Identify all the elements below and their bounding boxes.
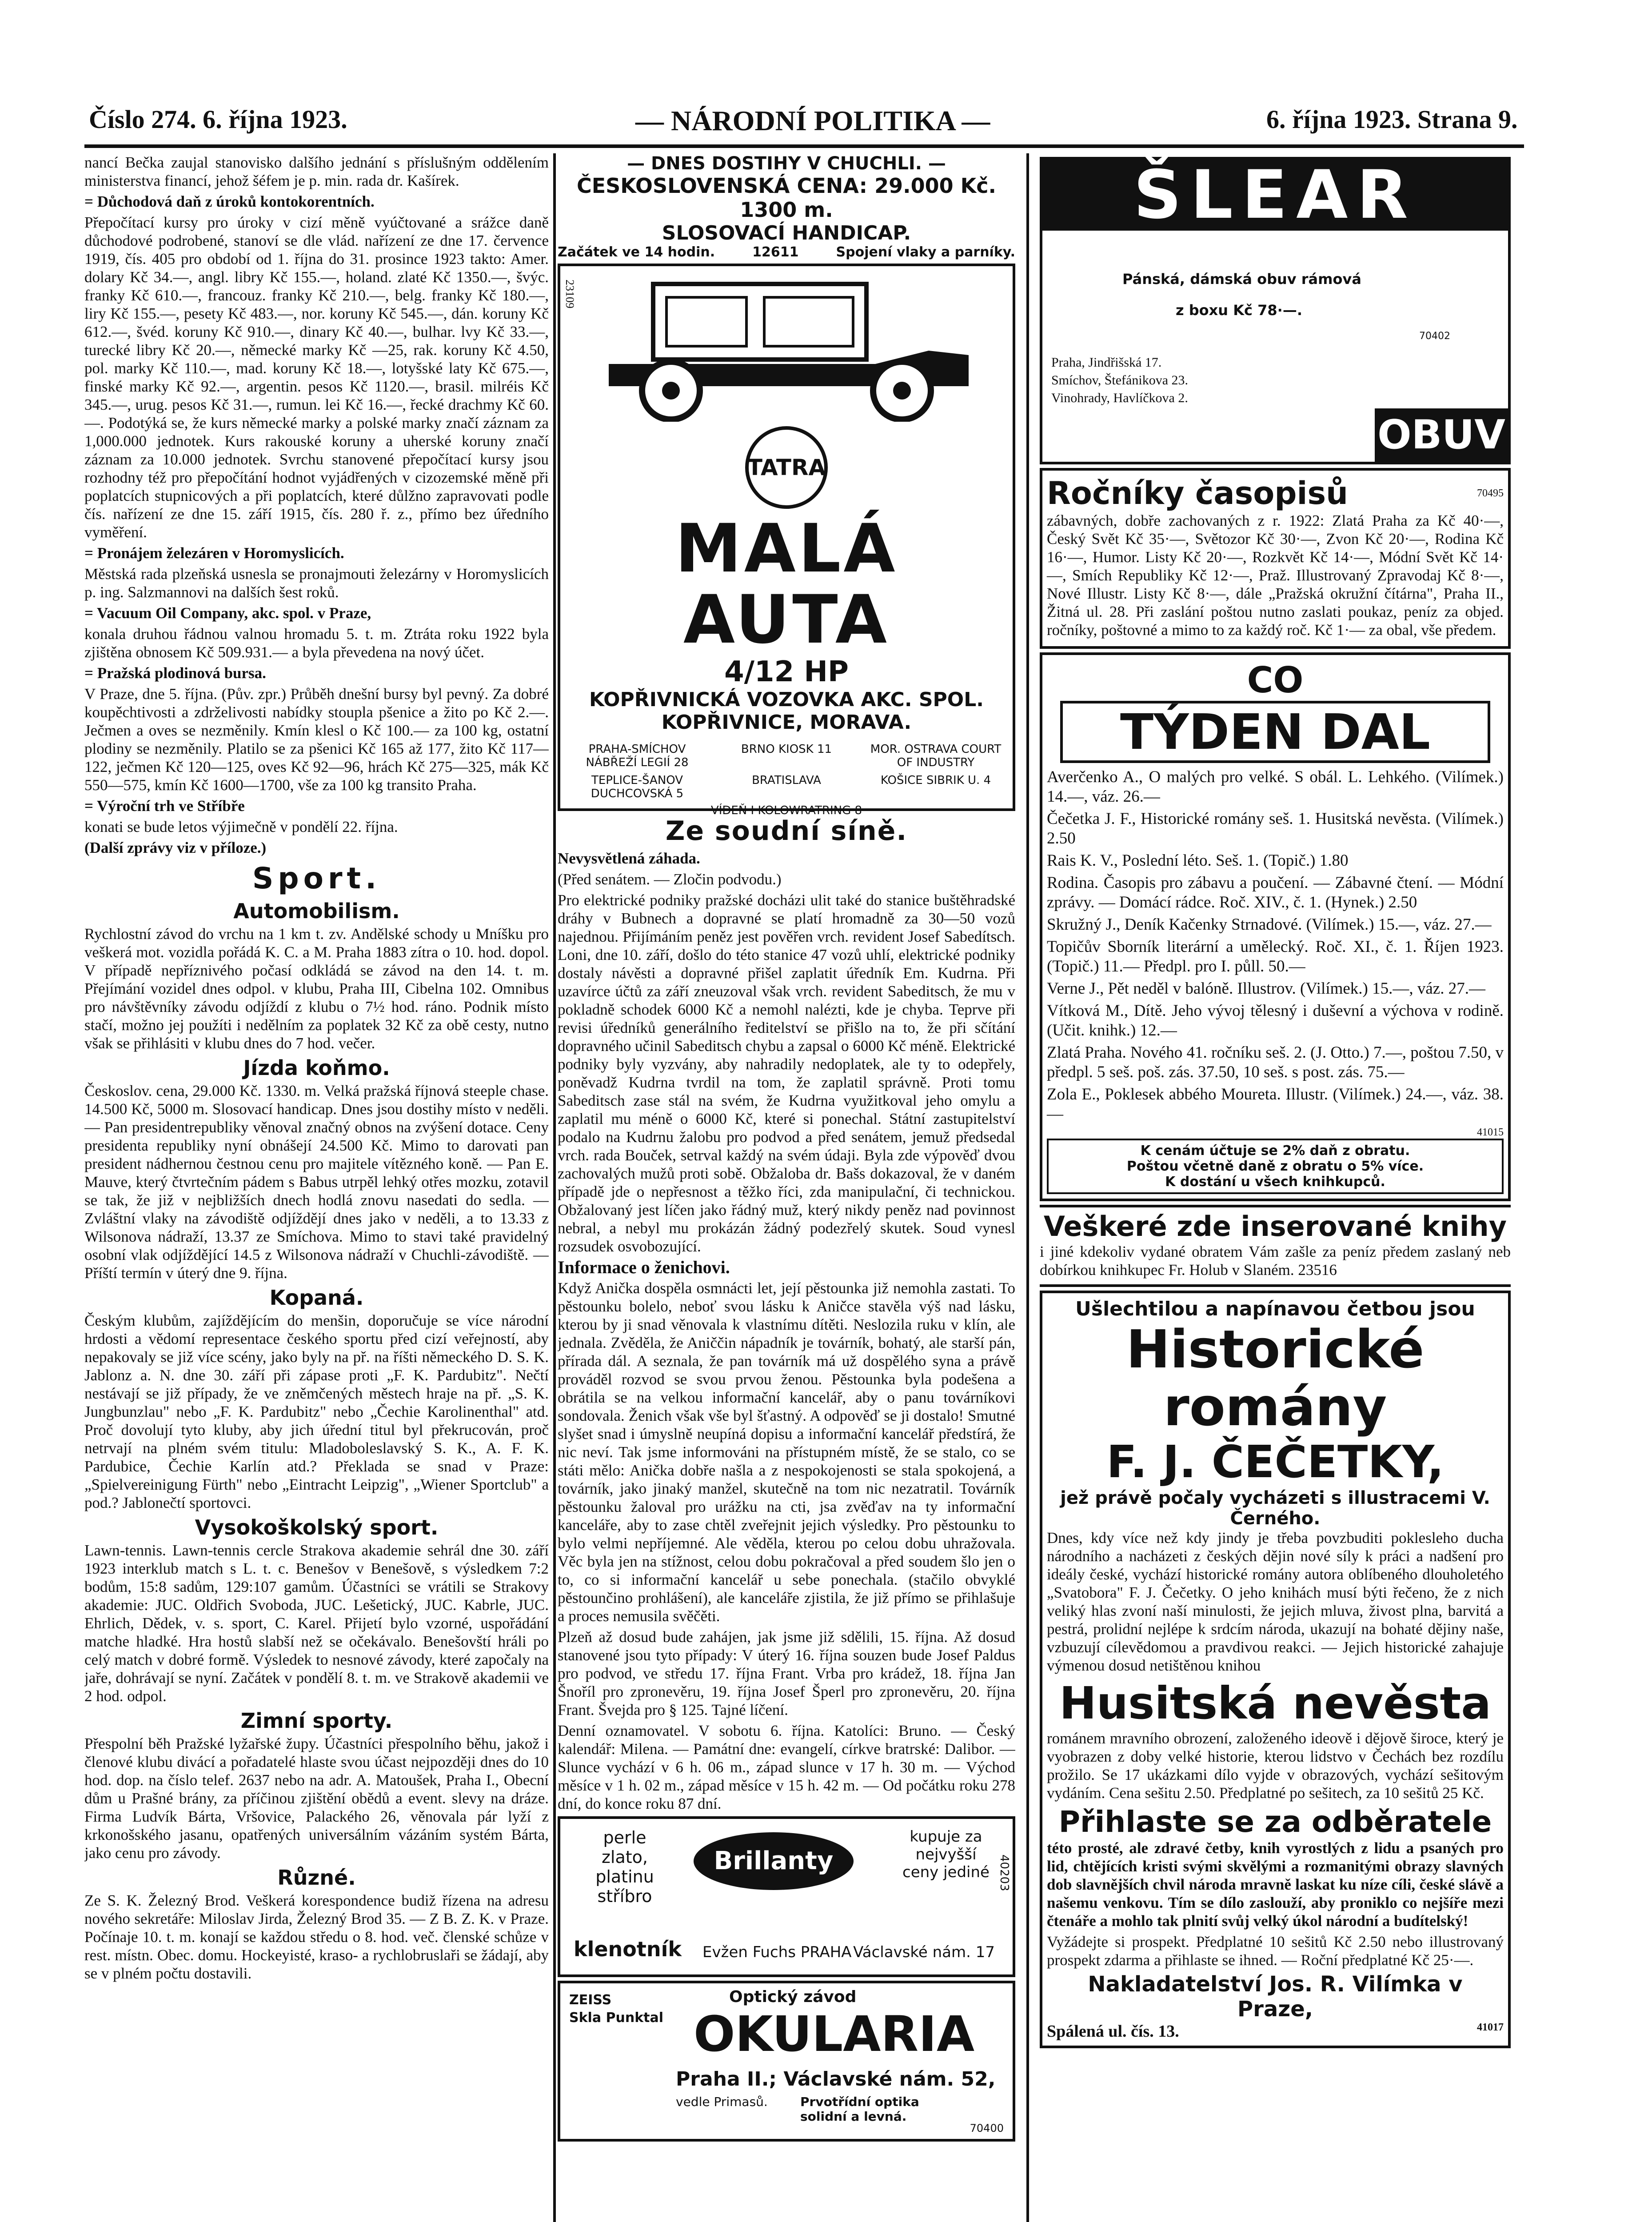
week-title: TÝDEN DAL <box>1060 701 1490 763</box>
article-text: Přespolní běh Pražské lyžařské župy. Účastníci přespolního běhu, jakož i členové klubu divácí a pořadatelé hlaste svou účast nejpozději dnes do 10 hod. dop. na číslo telef. 2637 nebo na adr. A. Matoušek, Praha I., Obecní dům u Prašné brány, za příčinou zjištění obědů a event. slevy na dráze. Firma Ludvík Bárta, Vršovice, Palackého 26, věnovala pár lyží z krkonošského jasanu, opatřených universálním vázáním systém Bárta, jako cenu pro závody. <box>84 1735 549 1862</box>
jeweller-address: Václavské nám. 17 <box>853 1943 995 1961</box>
slear-text: Pánská, dámská obuv rámová <box>1122 271 1361 288</box>
tatra-branches <box>565 743 1008 800</box>
optician-address: vedle Primasů. <box>676 2094 768 2109</box>
book-item: Skružný J., Deník Kačenky Strnadové. (Vilímek.) 15.—, váz. 27.— <box>1047 915 1492 934</box>
subscribe-price: Vyžádejte si prospekt. Předplatné 10 sešitů Kč 2.50 nebo illustrovaný prospekt zdarma a přihlaste se ihned. — Roční předplatné Kč 25·—. <box>1047 1933 1504 1969</box>
subscribe-text: této prosté, ale zdravé četby, knih vyrostlých z lidu a psaných pro lid, chtějících kristi svými skvělými a rozmanitými obrazy slavných dob slavnějších chvil národa mravně laskat ku níze cíli, české slávě a našemu venkovu. Tím se dílo zaslouží, aby proniklo co nejšíře mezi čtenáře a mohlo tak plnití svůj velký úkol národní a budítelský! <box>1047 1839 1504 1930</box>
branch: VÍDEŇ I KOLOWRATRING 8 <box>710 804 862 817</box>
novels-sub: jež právě počaly vycházeti s illustracemi V. Černého. <box>1060 1488 1490 1529</box>
optician-ad <box>558 1981 1015 2142</box>
article-text: Denní oznamovatel. V sobotu 6. října. Katolíci: Bruno. — Český kalendář: Milena. — Památní dne: evangelí, církve bratrské: Dalibor. — Slunce vychází v 6 h. 06 m., západ slunce v 17 h. 30 m. — Východ měsíce v 1 h. 02 m., západ měsíce v 15 h. 42 m. — Od počátku roku 278 dní, do konce roku 87 dní. <box>558 1722 1015 1812</box>
branch: TEPLICE-ŠANOV DUCHCOVSKÁ 5 <box>591 774 684 800</box>
novel-text: románem mravního obrození, založeného ideově i dějově široce, který je vyobrazen z doby velké historie, kterou lidstvo v Čechách bez rozdílu prožilo. Se 17 ukázkami dílo vyjde v obrazových, vychází sešitovým vydáním. Cena sešitu 2.50. Předplatné po sešitech, za 10 sešitů 25 Kč. <box>1047 1730 1504 1802</box>
article-text: Pro elektrické podniky pražské docházi ulit také do stanice buštěhradské dráhy v Bubnech a dopravné se platí hromadně za 30—50 vozů najednou. Přijímáním peněz jest pověřen vrch. revident Josef Sabedítsch. Loni, dne 10. září, došlo do této stanice 47 vozů uhlí, elektrické podniky dostaly návěsti a dopravné přišel zaplatit úředník Em. Kudrna. Při uzavírce účtů za září zneuzoval však vrch. revident Sabeditsch, že mu v pokladně schodek 6000 Kč a nemohl nalézti, kde je chyba. Teprve při revisi úředníků generálního ředitelství se přišlo na to, že při sčítání dopravného učinil Sabeditsch chybu a zapsal o 6000 Kč méně. Elektrické podniky byly vyzvány, aby nahradily nedoplatek, ale ty to odepřely, poněvadž Kudrna tvrdil na tom, že zaplatil správně. Proti tomu Sabeditsch zase stál na svém, že Kudrna využitkoval jeho omylu a zaplatil mu méně o 6000 Kč, které si ponechal. Státní zastupitelství podalo na Kudrnu žalobu pro podvod a před senátem, jemuž předsedal vrch. rada Bouček, setrval každý na svém údaji. Byla zde výpověď dvou zachovalých mužů proti sobě. Obžaloba dr. Bašs dokazoval, že v daném případě jde o nepřesnost a těžko říci, zda manipulační, či technickou. Obžalovaný jest líčen jako řádný muž, který nikdy peněz nad povinnost nebral, a nebyl mu prokázán žádný podezřelý skutek. Soud vynesl rozsudek osvobozující. <box>558 891 1015 1255</box>
optician-brand: Skla Punktal <box>569 2010 664 2026</box>
section-subtitle: Kopaná. <box>269 1286 364 1310</box>
article-heading: = Pronájem železáren v Horomyslicích. <box>84 544 344 562</box>
section-title-court: Ze soudní síně. <box>665 815 908 847</box>
races-ad-line: SLOSOVACÍ HANDICAP. <box>662 222 911 244</box>
article-text: Českým klubům, zajíždějícím do menšin, doporučuje se více národní hrdosti a vědomí representace českého sportu před cizí veřejností, aby nepakovaly se již více scény, jako byly na př. na říšti německého D. S. K. Jablonz a. N. dne 30. září při zápase proti „F. K. Pardubitz". Nečtí nestávají se již případy, že ve zněmčených městech hraje na př. „S. K. Jungbunzlau" nebo „F. K. Pardubitz" nebo „Čechie Karolinenthal" atd. Proč dovolují tyto kluby, aby jich úřední titul byl překrucován, proč netrvají na plném svém titulu: Mladoboleslavský S. K., A. F. K. Pardubice, Čechie Karlín atd.? Překlada se snad v Praze: „Spielvereinigung Fürth" nebo „Eintracht Leipzig", „Wiener Sportclub" a pod.? Jablonečtí sportovci. <box>84 1312 549 1511</box>
ad-number: 70402 <box>1419 331 1450 342</box>
article-text: Když Anička dospěla osmnácti let, její pěstounka již nemohla zastati. To pěstounku bolelo, neboť svou lásku k Aničce stavěla výš nad lásku, kterou by ji snad věnovala k vlastnímu dítěti. Neslozila ruku v klín, ale jednala. Zvěděla, že Aniččin nápadník je továrník, bohatý, ale starší pán, přírada dál. A seznala, že pan továrník má už dospělého syna a právě prováděl rozvod se svou prvou ženou. Pěstounka byla podešena a obrátila se na velkou informační kancelář, aby o panu továrníkovi sondovala. Ženich však vše byl šťastný. A odpověď se ji dostalo! Smutné slyšet snad i úmyslně neupíná dopisu a informační kancelář předstírá, že nic neví. Tak jsme informováni na přístupném místě, že se stalo, co se státi mělo: Anička dobře našla a z nespokojenosti se stala spokojená, a továrník, jako jinaký manžel, skutečně na tom nic nezatratil. Továrník pěstounku žaloval pro urážku na cti, jsa zvěďav na ty informační kanceláře, aby to zase chtěl zveřejnit jejich výsledky. Pro pěstounku to bylo velmi nepříjemné. Ale věděla, kterou po celou dobu uhražovala. Věc byla jen na stížnost, celou dobu pokračoval a před soudem šlo jen o to, co si informační kancelář u sebe ponechala. (stačilo obvyklé pěstounčino prohlášení), ale kanceláře zjistila, že již přímo se přihlašuje a proces nemusila svěčěti. <box>558 1279 1015 1625</box>
magazines-ad <box>1040 468 1511 649</box>
branch: BRATISLAVA <box>752 774 821 787</box>
article-subheading: (Před senátem. — Zločin podvodu.) <box>558 871 782 888</box>
book-item: Averčenko A., O malých pro velké. S obál. L. Lehkého. (Vilímek.) 14.—, váz. 26.— <box>1047 768 1504 806</box>
article-text: Lawn-tennis. Lawn-tennis cercle Strakova akademie sehrál dne 30. září 1923 interklub match s L. t. c. Benešov v Benešově, s výsledkem 7:2 bodům, 15:8 sadům, 129:107 gamům. Účastníci se vrátili se Strakovy akademie: JUC. Oldřich Svoboda, JUC. Lešetický, JUC. Kabrle, JUC. Ehrlich, Dědek, v. s. sport, C. Karel. Přijetí bylo vzorné, uspořádání matche hladké. Hra hostů slabší než se očekávalo. Benešovští hráli po celý match v dobré formě. Výsledek to nesnové závody, které započaly na jaře, dohrávají se nyní. Začátek v pondělí 8. t. m. ve Strakově akademii ve 2 hod. odpol. <box>84 1542 549 1705</box>
article-text: Plzeň až dosud bude zahájen, jak jsme již sdělili, 15. října. Až dosud stanovené jsou tyto případy: V úterý 16. října souzen bude Josef Paldus pro podvod, ve středu 17. října Frant. Vrba pro krádež, 18. října Jan Šnoříl pro zpronevěru, 19. října Josef Šperl pro zpronevěru, 20. října Frant. Švejda pro § 125. Tajné líčení. <box>558 1628 1015 1718</box>
article-text: Českoslov. cena, 29.000 Kč. 1330. m. Velká pražská říjnová steeple chase. 14.500 Kč, 5000 m. Slosovací handicap. Dnes jsou dostihy místo v neděli. — Pan presidentrepubliky věnoval značný obnos na zvýšení dotace. Ceny presidenta republiky nyní obnášejí 24.500 Kč. Mimo to darovati pan president nádhernou čestnou cenu pro majitele vítězného koně. — Pan E. Mauve, který čtvrtečním pádem s Babus utrpěl lehký otřes mozku, zotavil se tak, že již v nejbližších dnech hodlá znovu nasedati do sedla. — Zvláštní vlaky na závodiště odjíždějí dnes jako v neděli, a to 13.33 z Wilsonova nádraží, 13.37 ze Smíchova. Mimo to stavi také pravidelný osobní vlak odjíždějící 14.5 z Wilsonova nádraží v Chuchli-závodiště. — Příští termín v úterý dne 9. října. <box>84 1082 549 1282</box>
jeweller-text: kupuje za nejvyšší ceny jediné <box>902 1828 990 1881</box>
novels-intro: Ušlechtilou a napínavou četbou jsou <box>1075 1298 1475 1320</box>
section-subtitle: Zimní sporty. <box>240 1709 393 1733</box>
branch: PRAHA-SMÍCHOV NÁBŘEŽÍ LEGIÍ 28 <box>586 743 689 769</box>
slear-price: z boxu Kč 78·—. <box>1176 302 1302 319</box>
section-subtitle: Vysokoškolský sport. <box>195 1515 439 1539</box>
tatra-ad <box>558 264 1015 817</box>
article-heading: Nevysvětlená záhada. <box>558 850 700 867</box>
branch: BRNO KIOSK 11 <box>741 743 832 756</box>
slear-ad <box>1040 157 1511 464</box>
book-item: Zlatá Praha. Nového 41. ročníku seš. 2. (J. Otto.) 7.—, poštou 7.50, v předpl. 5 seš. poš. zás. 37.50, 10 seš. s post. zás. 75.— <box>1047 1043 1504 1081</box>
slear-obuv: OBUV <box>1375 408 1508 462</box>
races-ad <box>558 153 1015 260</box>
tatra-hp: 4/12 HP <box>724 655 849 688</box>
book-item: Vítková M., Dítě. Jeho vývoj tělesný i duševní a výchova v rodině. (Učit. knihk.) 12.— <box>1047 1002 1504 1039</box>
tatra-headline: MALÁ AUTA <box>675 510 898 659</box>
header-page: 6. října 1923. Strana 9. <box>1266 105 1518 134</box>
branch: MOR. OSTRAVA COURT OF INDUSTRY <box>870 743 1002 769</box>
article-text: Rychlostní závod do vrchu na 1 km t. zv. Andělské schody u Mníšku pro veškerá mot. vozidla pořádá K. C. a M. Praha 1883 zítra o 10. hod. dopol. V případě nepříznivého počasí odkládá se závod na den 14. t. m. Přejímání vozidel dnes odpol. v klubu, Praha III, Cibelna 102. Omnibus pro návštěvníky závodu odjíždí z klubu o 7½ hod. ráno. Podnik místo stačí, možno jej použíti i nedělním za poplatek 32 Kč za obě cesty, nutno však se přihlásiti v klubu dnes do 7 hod. večer. <box>84 925 549 1052</box>
inserted-books-ad <box>1040 1205 1511 1287</box>
week-footer: K cenám účtuje se 2% daň z obratu. Poštou včetně daně z obratu o 5% více. K dostání u všech knihkupců. <box>1047 1139 1504 1194</box>
inserted-books-title: Veškeré zde inserované knihy <box>1043 1210 1507 1243</box>
article-text: Přepočítací kursy pro úroky v cizí měně vyúčtované a srážce daně důchodové podrobené, stanoví se dle vlád. nařízení ze dne 17. července 1919, čís. 405 pro období od 1. října do 31. prosince 1923 takto: Amer. dolary Kč 34.—, angl. libry Kč 155.—, holand. zlaté Kč 1350.—, švýc. franky Kč 610.—, francouz. franky Kč 210.—, belg. franky Kč 180.—, liry Kč 155.—, pesety Kč 483.—, nor. koruny Kč 545.—, dán. koruny Kč 612.—, švéd. koruny Kč 910.—, dinary Kč 40.—, bulhar. lvy Kč 33.—, turecké libry Kč 20.—, německé marky Kč —25, rak. koruny Kč 4.50, pol. marky Kč 110.—, mad. koruny Kč 18.—, lotyšské laty Kč 675.—, finské marky Kč 92.—, argentin. pesos Kč 1120.—, brasil. milréis Kč 345.—, urug. pesos Kč 31.—, rumun. lei Kč 16.—, řecké drachmy Kč 60.—. Podotýká se, že kurs německé marky a polské marky značí záznam za 1,000.000 jednotek. Kurs rakouské koruny a uherské koruny značí záznam za 10.000 jednotek. Svrchu stanovené přepočítací kursy jsou rozhodny též pro přepočítání hodnot vyjádřených v cizozemské měně při poplatcích stupnicových a při poplatcích, které důlžno zapravovati podle čís. nařízení ze dne 15. září 1915, čís. 280 ř. z., přímo bez úředního vyměření. <box>84 214 549 541</box>
jeweller-text: perle zlato, platinu stříbro <box>595 1828 654 1906</box>
section-subtitle: Jízda koňmo. <box>243 1056 390 1080</box>
article-heading: = Vacuum Oil Company, akc. spol. v Praze, <box>84 604 371 622</box>
ad-number: 40203 <box>998 1854 1011 1891</box>
article-heading: Informace o ženichovi. <box>558 1257 730 1277</box>
slear-address: Smíchov, Štefánikova 23. <box>1051 373 1189 388</box>
header-issue: Číslo 274. 6. října 1923. <box>89 105 347 134</box>
book-item: Zola E., Poklesek abbého Moureta. Illustr. (Vilímek.) 24.—, váz. 38.— <box>1047 1085 1504 1123</box>
section-subtitle: Různé. <box>277 1866 356 1890</box>
publisher-address: Spálená ul. čís. 13. <box>1047 2022 1179 2041</box>
jeweller-brand: Brillanty <box>694 1832 854 1890</box>
optician-brand: ZEISS <box>569 1992 612 2008</box>
column-divider <box>1026 153 1029 2222</box>
optician-heading: Optický závod <box>729 1988 857 2006</box>
book-item: Rais K. V., Poslední léto. Seš. 1. (Topič.) 1.80 <box>1047 851 1349 870</box>
races-ad-line: ČESKOSLOVENSKÁ CENA: 29.000 Kč. 1300 m. <box>576 174 997 222</box>
article-text: V Praze, dne 5. října. (Pův. zpr.) Průběh dnešní bursy byl pevný. Za dobré koupěchtivosti a zdrželivosti nabídky stoupla pšenice a žito po Kč 2.—. Ječmen a oves se nezměnily. Kmín klesl o Kč 100.— za 100 kg, ostatní plodiny se nezměnily. Platilo se za pšenici Kč 165 až 177, žito Kč 117—122, ječmen Kč 120—125, oves Kč 92—96, hrách Kč 275—325, mák Kč 550—575, kmín Kč 1600—1700, vše za 100 kg transito Praha. <box>84 685 549 794</box>
article-heading: = Pražská plodinová bursa. <box>84 664 266 682</box>
optician-address: Praha II.; Václavské nám. 52, <box>676 2068 996 2090</box>
ad-number: 41017 <box>1477 2022 1504 2033</box>
column-1 <box>84 153 549 2222</box>
book-list <box>1047 767 1504 1124</box>
races-ad-line: — DNES DOSTIHY V CHUCHLI. — <box>627 153 946 174</box>
inserted-books-text: i jiné kdekoliv vydané obratem Vám zašle za peníz předem zaslaný neb dobírkou knihkupec Fr. Holub v Slaném. 23516 <box>1040 1243 1511 1279</box>
optician-title: OKULARIA <box>694 2006 975 2062</box>
novels-text: Dnes, kdy více než kdy jindy je třeba povzbuditi poklesleho ducha národního a nacházeti z českých dějin nové síly k práci a nadšení pro ideály české, vychází historické romány autora oblíbeného dlouholetého „Svatobora" F. J. Čečetky. O jeho knihách musí býti řečeno, že z nich veliký hlas zvoní naší minulosti, že jejich mluva, živost plna, barvitá a pestrá, prolidní nejlépe k srdcím národa, ukazují na bohaté dějiny naše, vzbuzují cílevědomou a pravdivou reakci. — Jejich historické zahajuje výmenou dosud netištěnou knihou <box>1047 1529 1504 1674</box>
publisher: Nakladatelství Jos. R. Vilímka v Praze, <box>1088 1972 1463 2022</box>
jeweller-ad <box>558 1816 1015 1977</box>
tatra-logo: TATRA <box>745 426 828 509</box>
page-header <box>0 0 1652 147</box>
slear-address: Vinohrady, Havlíčkova 2. <box>1051 391 1188 405</box>
jeweller-name: Evžen Fuchs PRAHA <box>702 1943 852 1961</box>
week-title-co: CO <box>1247 659 1304 701</box>
article-text: konala druhou řádnou valnou hromadu 5. t. m. Ztráta roku 1922 byla zjištěna obnosem Kč 509.931.— a byla převedena na nový účet. <box>84 625 549 661</box>
column-2 <box>558 153 1015 2222</box>
novels-title: Historické romány <box>1126 1319 1425 1438</box>
novel-title: Husitská nevěsta <box>1059 1677 1491 1729</box>
column-3 <box>1040 153 1511 2222</box>
novels-author: F. J. ČEČETKY, <box>1106 1436 1444 1488</box>
optician-tagline: Prvotřídní optika solidní a levná. <box>800 2094 919 2124</box>
header-masthead: — NÁRODNÍ POLITIKA — <box>635 105 990 136</box>
article-text: Městská rada plzeňská usnesla se pronajmouti železárny v Horomyslicích p. ing. Salzmannovi na dalších šest roků. <box>84 565 549 601</box>
ad-number: 23109 <box>563 280 576 308</box>
book-item: Verne J., Pět neděl v balóně. Illustrov. (Vilímek.) 15.—, váz. 27.— <box>1047 979 1485 998</box>
header-rule <box>84 144 1524 148</box>
tatra-town: KOPŘIVNICE, MORAVA. <box>661 711 912 734</box>
continuation-note: (Další zprávy viz v příloze.) <box>84 839 267 856</box>
week-books-ad <box>1040 652 1511 1201</box>
slear-address: Praha, Jindřišská 17. <box>1051 355 1162 370</box>
historical-novels-ad <box>1040 1291 1511 2048</box>
tatra-company: KOPŘIVNICKÁ VOZOVKA AKC. SPOL. <box>589 688 984 711</box>
jeweller-text: klenotník <box>574 1937 682 1961</box>
ad-number: 70495 <box>1477 487 1504 499</box>
races-ad-line: Spojení vlaky a parníky. <box>836 244 1015 260</box>
ad-number: 70400 <box>970 2122 1004 2134</box>
article-text: konati se bude letos výjimečně v pondělí 22. října. <box>84 818 398 835</box>
article-heading: = Výroční trh ve Stříbře <box>84 797 245 815</box>
book-item: Topičův Sborník literární a umělecký. Roč. XI., č. 1. Říjen 1923. (Topič.) 11.— Předpl. pro I. půll. 50.— <box>1047 938 1504 975</box>
races-ad-line: Začátek ve 14 hodin. <box>558 244 715 260</box>
article-text: Ze S. K. Železný Brod. Veškerá korespondence budiž řízena na adresu nového sekretáře: Miloslav Jirda, Železný Brod 35. — Z B. Z. K. v Praze. Počínaje 10. t. m. konají se každou středu o 8. hod. več. členské schůze v rest. místn. Obec. domu. Hockeyisté, kraso- a rychlobruslaři se žádají, aby se v plném počtu dostavili. <box>84 1892 549 1982</box>
branch: KOŠICE SIBRIK U. 4 <box>880 774 991 787</box>
section-title-sport: Sport. <box>252 861 381 895</box>
section-subtitle: Automobilism. <box>233 899 400 923</box>
magazines-text: zábavných, dobře zachovaných z r. 1922: Zlatá Praha za Kč 40·—, Český Svět Kč 35·—, Světozor Kč 30·—, Zvon Kč 20·—, Rodina Kč 16·—, Humor. Listy Kč 20·—, Rozkvět Kč 14·—, Módní Svět Kč 14·—, Smích Republiky Kč 12·—, Praž. Illustrovaný Zpravodaj Kč 8·—, Nové Illustr. Listy Kč 8·—, dále „Pražská okružní čítárna", Praha II., Žitná ul. 28. Při zaslání poštou nutno zaslati poukaz, peníz za objed. ročníky, poštovné a mimo to za každý roč. Kč 1·— za obal, vše předem. <box>1047 512 1504 639</box>
article-text: nancí Bečka zaujal stanovisko dalšího jednání s příslušným oddělením ministerstva financí, jehož šéfem je p. min. rada dr. Kašírek. <box>84 154 549 189</box>
article-heading: = Důchodová daň z úroků kontokorentních. <box>84 193 375 210</box>
book-item: Čečetka J. F., Historické romány seš. 1. Husitská nevěsta. (Vilímek.) 2.50 <box>1047 810 1504 847</box>
magazines-title: Ročníky časopisů <box>1047 475 1348 512</box>
book-item: Rodina. Časopis pro zábavu a poučení. — Zábavné čtení. — Módní zprávy. — Domácí rádce. Roč. XIV., č. 1. (Hynek.) 2.50 <box>1047 874 1504 911</box>
slear-logo: ŠLEAR <box>1042 160 1508 231</box>
races-ad-number: 12611 <box>752 244 799 260</box>
car-illustration <box>591 275 982 422</box>
subscribe-title: Přihlaste se za odběratele <box>1058 1805 1492 1839</box>
ad-number: 41015 <box>1477 1127 1504 1138</box>
column-divider <box>553 153 556 2222</box>
